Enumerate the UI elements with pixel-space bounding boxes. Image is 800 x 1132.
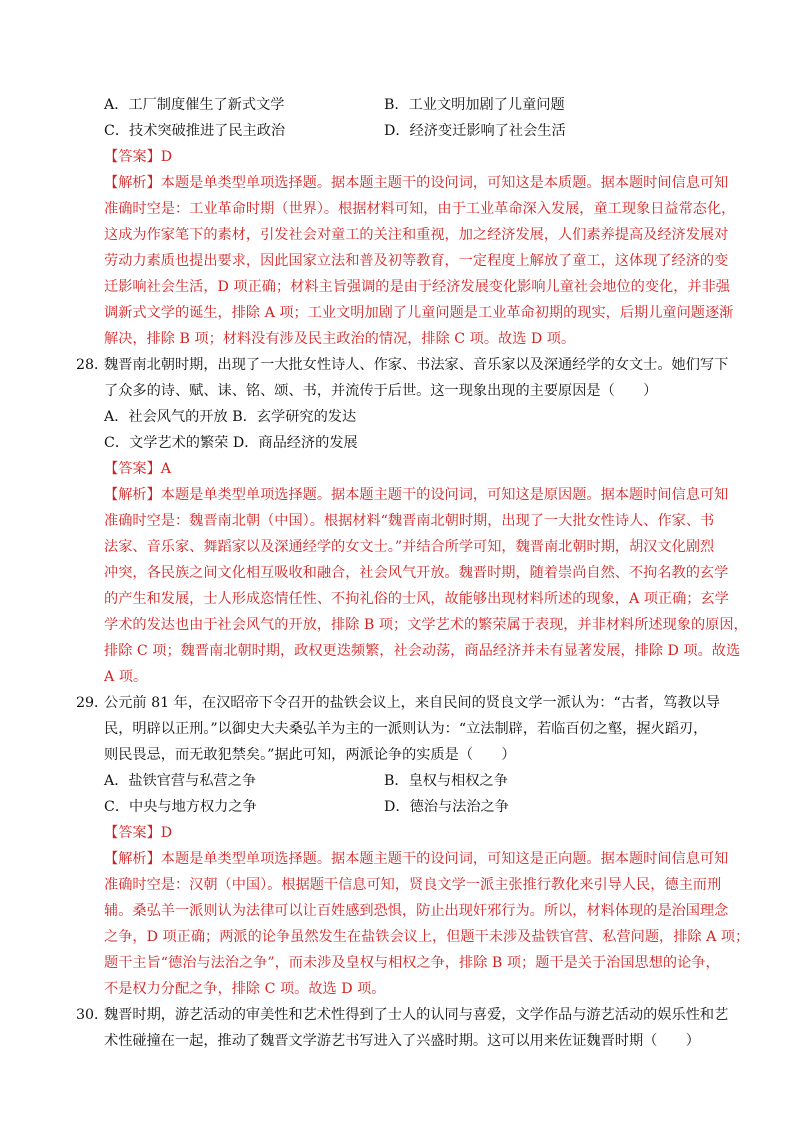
q29-option-a: A．盐铁官营与私营之争 <box>104 773 257 789</box>
q28-stem-line: 魏晋南北朝时期，出现了一大批女性诗人、作家、书法家、音乐家以及深通经学的女文士。她们写下 <box>104 357 729 373</box>
q29-stem-line: 则民畏忌，而无敢犯禁矣。”据此可知，两派论争的实质是（ ） <box>104 747 516 763</box>
q27-option-b: B．工业文明加剧了儿童问题 <box>384 97 565 113</box>
q27-analysis-line: 准确时空是：工业革命时期（世界）。根据材料可知，由于工业革命深入发展，童工现象日益常态化， <box>104 201 736 217</box>
q29-analysis-line: 辅。桑弘羊一派则认为法律可以让百姓感到恐惧，防止出现奸邪行为。所以，材料体现的是治国理念 <box>104 903 729 919</box>
q27-analysis-line: 劳动力素质也提出要求，因此国家立法和普及初等教育，一定程度上解放了童工，这体现了经济的变 <box>104 253 729 269</box>
q27-analysis-line: 调新式文学的诞生，排除 A 项；工业文明加剧了儿童问题是工业革命初期的现实，后期儿童问题逐渐 <box>104 305 734 321</box>
q28-analysis-line: 法家、音乐家、舞蹈家以及深通经学的女文士。”并结合所学可知，魏晋南北朝时期，胡汉文化剧烈 <box>104 539 715 555</box>
q27-analysis-line: 这成为作家笔下的素材，引发社会对童工的关注和重视，加之经济发展，人们素养提高及经济发展对 <box>104 227 729 243</box>
q28-options-cd: C．文学艺术的繁荣 D．商品经济的发展 <box>104 435 358 451</box>
q28-analysis-line: 排除 C 项；魏晋南北朝时期，政权更迭频繁，社会动荡，商品经济并未有显著发展，排除 D 项。故选 <box>104 643 741 659</box>
q29-number: 29． <box>76 695 109 711</box>
q29-analysis-line: 准确时空是：汉朝（中国）。根据题干信息可知，贤良文学一派主张推行教化来引导人民，德主而刑 <box>104 877 722 893</box>
q29-option-c: C．中央与地方权力之争 <box>104 799 257 815</box>
q27-analysis-line: 解决，排除 B 项；材料没有涉及民主政治的情况，排除 C 项。故选 D 项。 <box>104 331 576 347</box>
q29-analysis-line: 题干主旨“德治与法治之争”，而未涉及皇权与相权之争，排除 B 项；题干是关于治国思想的论争， <box>104 955 720 971</box>
q28-options-ab: A．社会风气的开放 B．玄学研究的发达 <box>104 409 357 425</box>
q28-analysis-line: 学术的发达也由于社会风气的开放，排除 B 项；文学艺术的繁荣属于表现，并非材料所述现象的原因， <box>104 617 748 633</box>
q30-stem-line: 魏晋时期，游艺活动的审美性和艺术性得到了士人的认同与喜爱，文学作品与游艺活动的娱乐性和艺 <box>104 1007 729 1023</box>
q28-answer: 【答案】A <box>104 461 171 477</box>
q29-option-d: D．德治与法治之争 <box>384 799 509 815</box>
q28-analysis-line: A 项。 <box>104 669 148 685</box>
q29-stem-line: 民，明辟以正刑。”以御史大夫桑弘羊为主的一派则认为：“立法制辟，若临百仞之壑，握火蹈刃， <box>104 721 708 737</box>
q29-analysis-line: 之争，D 项正确；两派的论争虽然发生在盐铁会议上，但题干未涉及盐铁官营、私营问题，排除 A 项； <box>104 929 750 945</box>
q30-number: 30． <box>76 1007 109 1023</box>
q27-analysis-line: 【解析】本题是单类型单项选择题。据本题主题干的设问词，可知这是本质题。据本题时间信息可知 <box>104 175 729 191</box>
q29-analysis-line: 不是权力分配之争，排除 C 项。故选 D 项。 <box>104 981 386 997</box>
q28-analysis-line: 准确时空是：魏晋南北朝（中国）。根据材料“魏晋南北朝时期，出现了一大批女性诗人、作家、书 <box>104 513 715 529</box>
q27-analysis-line: 迁影响社会生活，D 项正确；材料主旨强调的是由于经济发展变化影响儿童社会地位的变化，并非强 <box>104 279 730 295</box>
q29-answer: 【答案】D <box>104 825 173 841</box>
q29-analysis-line: 【解析】本题是单类型单项选择题。据本题主题干的设问词，可知这是正向题。据本题时间信息可知 <box>104 851 729 867</box>
q27-option-d: D．经济变迁影响了社会生活 <box>384 123 566 139</box>
q29-option-b: B．皇权与相权之争 <box>384 773 508 789</box>
q28-number: 28． <box>76 357 109 373</box>
q28-analysis-line: 冲突，各民族之间文化相互吸收和融合，社会风气开放。魏晋时期，随着崇尚自然、不拘名教的玄学 <box>104 565 729 581</box>
q27-option-a: A．工厂制度催生了新式文学 <box>104 97 285 113</box>
q27-option-c: C．技术突破推进了民主政治 <box>104 123 286 139</box>
q28-analysis-line: 的产生和发展，士人形成恣情任性、不拘礼俗的士风，故能够出现材料所述的现象，A 项正确；玄学 <box>104 591 729 607</box>
q28-stem-line: 了众多的诗、赋、诔、铭、颂、书，并流传于后世。这一现象出现的主要原因是（ ） <box>104 383 658 399</box>
q27-answer: 【答案】D <box>104 149 173 165</box>
q30-stem-line: 术性碰撞在一起，推动了魏晋文学游艺书写进入了兴盛时期。这可以用来佐证魏晋时期（ ） <box>104 1033 700 1049</box>
q28-analysis-line: 【解析】本题是单类型单项选择题。据本题主题干的设问词，可知这是原因题。据本题时间信息可知 <box>104 487 729 503</box>
q29-stem-line: 公元前 81 年，在汉昭帝下令召开的盐铁会议上，来自民间的贤良文学一派认为：“古者，笃教以导 <box>104 695 721 711</box>
